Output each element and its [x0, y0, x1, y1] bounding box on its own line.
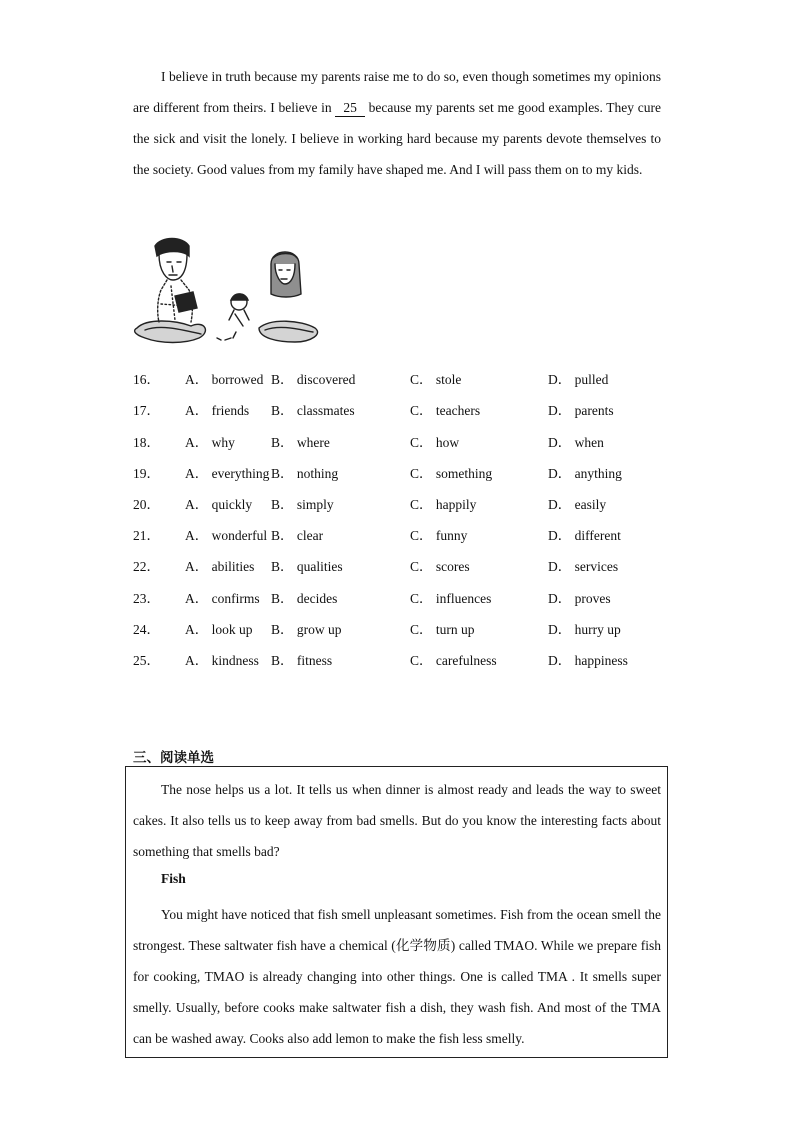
option-c: C． funny: [410, 528, 468, 543]
option-c: C． happily: [410, 497, 477, 512]
option-b: B． grow up: [271, 622, 342, 637]
reading-intro-text: The nose helps us a lot. It tells us when dinner is almost ready and leads the way to sweet cakes. It also tells us to keep away from bad smells. But do you know the interesting facts about something that smells bad?: [133, 782, 661, 859]
passage-text-2: because my parents set me good examples. They cure the sick and visit the lonely. I believe in working hard because my parents devote themselves to the society. Good values from my family have shaped me. And I will pass them on to my kids.: [133, 100, 661, 177]
question-row: [133, 399, 693, 419]
option-b: B． classmates: [271, 403, 355, 418]
option-d: D． anything: [548, 466, 622, 481]
question-row: [133, 368, 693, 388]
option-a: A． quickly: [185, 497, 253, 512]
option-c: C． turn up: [410, 622, 475, 637]
reading-intro: [133, 774, 661, 867]
option-b: B． fitness: [271, 653, 333, 668]
question-row: [133, 649, 693, 669]
option-a: A． everything: [185, 466, 270, 481]
option-d: D． when: [548, 435, 604, 450]
question-number: 20．: [133, 497, 160, 512]
question-row: [133, 618, 693, 638]
option-b: B． simply: [271, 497, 334, 512]
option-a: A． confirms: [185, 591, 260, 606]
option-d: D． happiness: [548, 653, 628, 668]
question-number: 19．: [133, 466, 160, 481]
question-number: 23．: [133, 591, 160, 606]
option-c: C． teachers: [410, 403, 481, 418]
question-number: 24．: [133, 622, 160, 637]
option-d: D． proves: [548, 591, 611, 606]
option-a: A． abilities: [185, 559, 255, 574]
question-number: 16．: [133, 372, 160, 387]
question-row: [133, 555, 693, 575]
option-b: B． nothing: [271, 466, 339, 481]
question-number: 21．: [133, 528, 160, 543]
option-d: D． easily: [548, 497, 607, 512]
option-d: D． pulled: [548, 372, 609, 387]
option-c: C． stole: [410, 372, 462, 387]
option-c: C． something: [410, 466, 493, 481]
option-d: D． services: [548, 559, 619, 574]
question-number: 17．: [133, 403, 160, 418]
passage-text-1: I believe in truth because my parents raise me to do so, even though sometimes my opinions are different from theirs. I believe in: [133, 69, 661, 115]
option-a: A． why: [185, 435, 235, 450]
question-row: [133, 462, 693, 482]
question-number: 18．: [133, 435, 160, 450]
option-a: A． friends: [185, 403, 250, 418]
option-b: B． clear: [271, 528, 324, 543]
option-c: C． influences: [410, 591, 492, 606]
option-a: A． look up: [185, 622, 253, 637]
option-d: D． different: [548, 528, 621, 543]
option-b: B． where: [271, 435, 330, 450]
option-c: C． carefulness: [410, 653, 497, 668]
question-row: [133, 431, 693, 451]
reading-heading: Fish: [161, 871, 186, 886]
question-row: [133, 493, 693, 513]
blank-25: 25: [335, 100, 365, 117]
reading-fish-text: You might have noticed that fish smell unpleasant sometimes. Fish from the ocean smell the strongest. These saltwater fish have a chemical (化学物质) called TMAO. While we prepare fish for cooking, TMAO is already changing into other things. One is called TMA . It smells super smelly. Usually, before cooks make saltwater fish a dish, they wash fish. And most of the TMA can be washed away. Cooks also add lemon to make the fish less smelly.: [133, 907, 661, 1046]
question-number: 22．: [133, 559, 160, 574]
reading-fish-paragraph: [133, 899, 661, 1054]
question-row: [133, 587, 693, 607]
option-b: B． decides: [271, 591, 338, 606]
family-illustration: [131, 234, 321, 349]
option-a: A． wonderful: [185, 528, 268, 543]
option-d: D． hurry up: [548, 622, 621, 637]
passage-paragraph: [133, 61, 661, 185]
question-number: 25．: [133, 653, 160, 668]
option-c: C． scores: [410, 559, 470, 574]
option-b: B． qualities: [271, 559, 343, 574]
question-row: [133, 524, 693, 544]
option-c: C． how: [410, 435, 460, 450]
option-b: B． discovered: [271, 372, 356, 387]
option-a: A． borrowed: [185, 372, 264, 387]
section-title: 三、阅读单选: [133, 750, 214, 766]
option-a: A． kindness: [185, 653, 259, 668]
option-d: D． parents: [548, 403, 614, 418]
